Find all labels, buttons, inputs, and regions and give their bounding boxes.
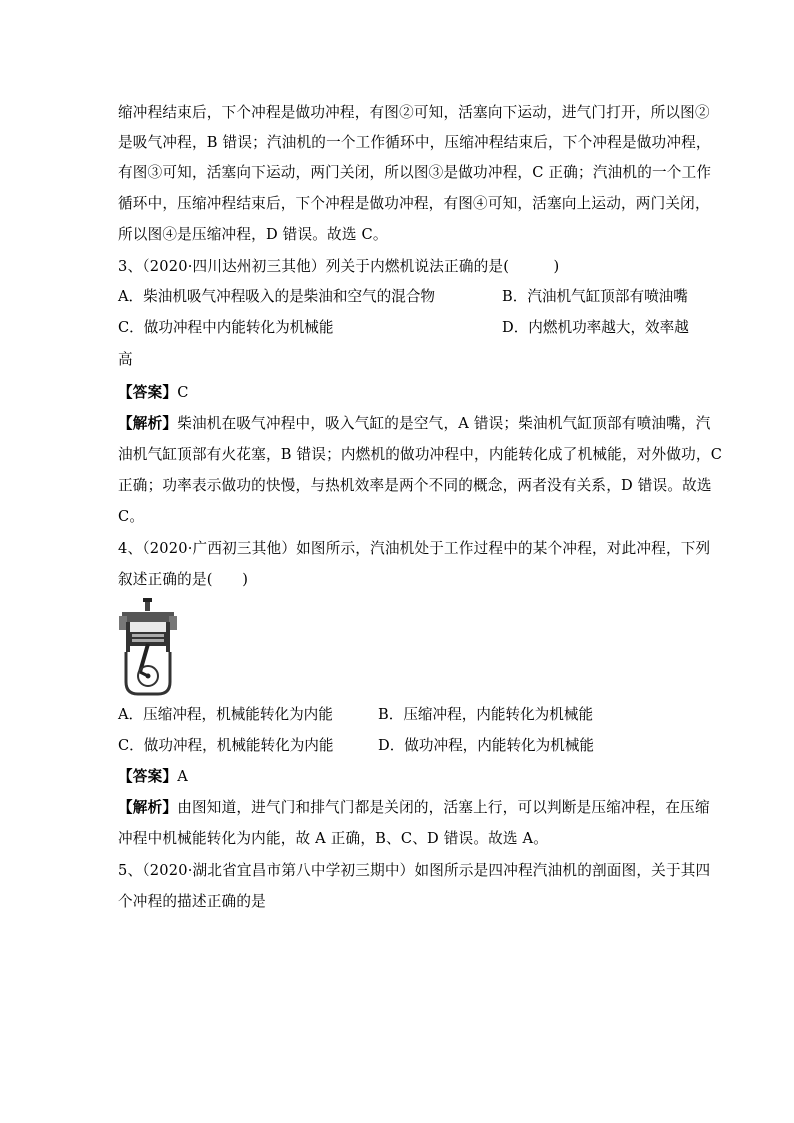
q4-answer	[118, 767, 678, 787]
answer-label: 【答案】	[118, 384, 178, 401]
q4-analysis-line: 冲程中机械能转化为内能，故 A 正确，B、C、D 错误。故选 A。	[118, 830, 549, 847]
paragraph-line: 是吸气冲程，B 错误；汽油机的一个工作循环中，压缩冲程结束后，下个冲程是做功冲程，	[118, 134, 711, 151]
engine-cylinder-diagram-icon	[118, 598, 178, 696]
answer-value: C	[177, 384, 189, 401]
question-5-stem-line2: 个冲程的描述正确的是	[118, 893, 266, 910]
q4-option-a: A．压缩冲程，机械能转化为内能	[118, 706, 333, 723]
q3-answer	[118, 383, 678, 403]
q3-analysis-line: 正确；功率表示做功的快慢，与热机效率是两个不同的概念，两者没有关系，D 错误。故选	[118, 477, 712, 494]
paragraph-line: 循环中，压缩冲程结束后，下个冲程是做功冲程，有图④可知，活塞向上运动，两门关闭，	[118, 195, 710, 212]
analysis-text: 柴油机在吸气冲程中，吸入气缸的是空气，A 错误；柴油机气缸顶部有喷油嘴，汽	[177, 415, 711, 432]
answer-value: A	[177, 768, 188, 785]
q4-option-b: B．压缩冲程，内能转化为机械能	[378, 706, 594, 723]
analysis-label: 【解析】	[118, 415, 178, 432]
question-3-stem: 3、（2020·四川达州初三其他）列关于内燃机说法正确的是( )	[118, 258, 560, 275]
q3-option-d: D．内燃机功率越大，效率越	[502, 319, 689, 336]
question-4-stem-line2: 叙述正确的是( )	[118, 571, 249, 588]
analysis-text: 由图知道，进气门和排气门都是关闭的，活塞上行，可以判断是压缩冲程，在压缩	[177, 799, 710, 816]
q3-analysis-line: 油机气缸顶部有火花塞，B 错误；内燃机的做功冲程中，内能转化成了机械能，对外做功，C	[118, 446, 723, 463]
q3-option-b: B．汽油机气缸顶部有喷油嘴	[502, 288, 688, 305]
q3-option-c: C．做功冲程中内能转化为机械能	[118, 319, 334, 336]
q4-option-c: C．做功冲程，机械能转化为内能	[118, 737, 334, 754]
answer-label: 【答案】	[118, 768, 178, 785]
q3-option-d-continued: 高	[118, 351, 133, 368]
question-4-stem: 4、（2020·广西初三其他）如图所示，汽油机处于工作过程中的某个冲程，对此冲程，下列	[118, 540, 711, 557]
paragraph-line: 所以图④是压缩冲程，D 错误。故选 C。	[118, 226, 388, 243]
question-5-stem: 5、（2020·湖北省宜昌市第八中学初三期中）如图所示是四冲程汽油机的剖面图，关于其四	[118, 862, 711, 879]
q4-option-d: D．做功冲程，内能转化为机械能	[378, 737, 595, 754]
q3-option-a: A．柴油机吸气冲程吸入的是柴油和空气的混合物	[118, 288, 436, 305]
q4-analysis-line	[118, 798, 710, 818]
q3-analysis-line	[118, 414, 711, 434]
q3-analysis-line: C。	[118, 508, 145, 525]
analysis-label: 【解析】	[118, 799, 178, 816]
paragraph-line: 缩冲程结束后，下个冲程是做功冲程，有图②可知，活塞向下运动，进气门打开，所以图②	[118, 104, 710, 121]
paragraph-line: 有图③可知，活塞向下运动，两门关闭，所以图③是做功冲程，C 正确；汽油机的一个工作	[118, 164, 712, 181]
